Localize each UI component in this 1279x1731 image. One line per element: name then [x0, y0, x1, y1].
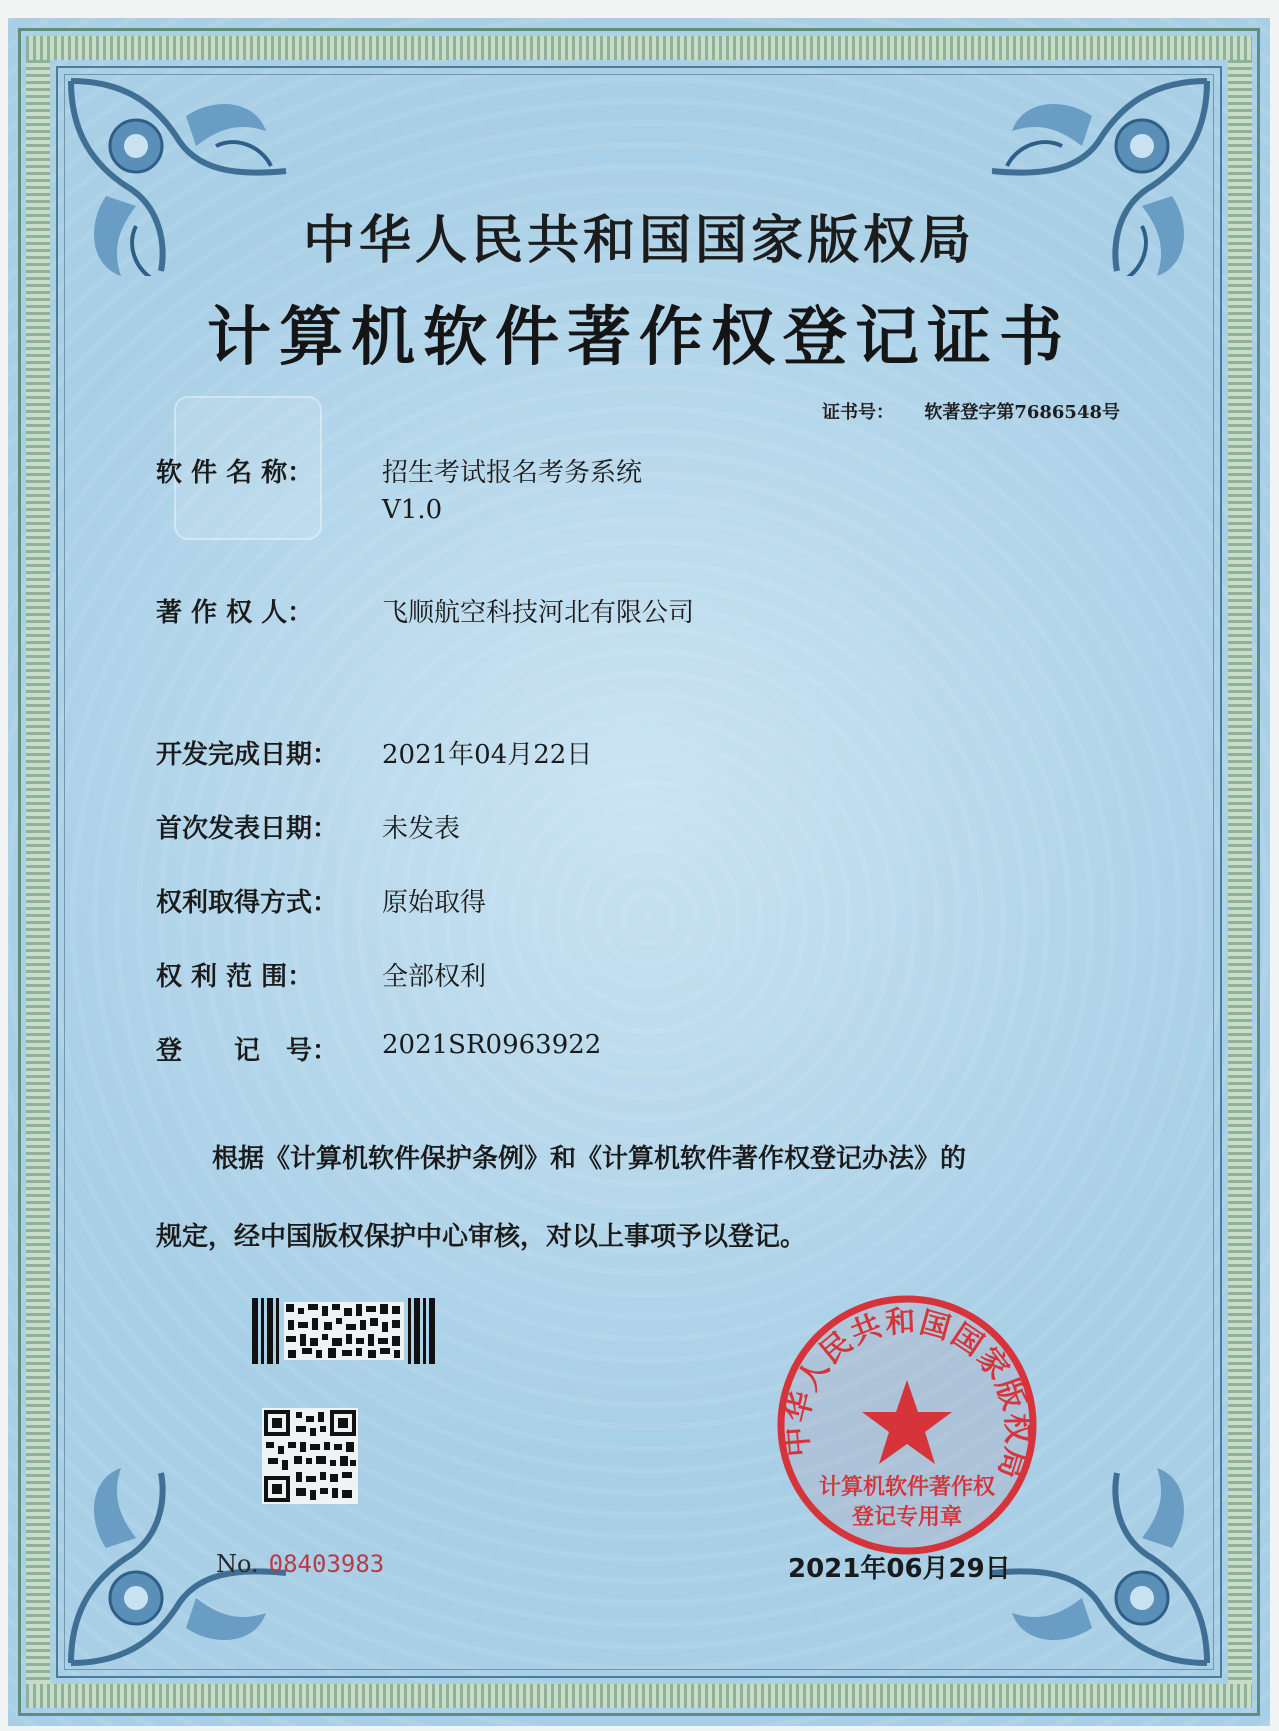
- scope-of-rights-label: 权 利 范 围：: [156, 962, 314, 992]
- registration-no-label: 登 记 号：: [156, 1036, 339, 1066]
- serial-number: [216, 1550, 384, 1578]
- certificate-title: 计算机软件著作权登记证书: [207, 300, 1071, 375]
- serial-number-value: 08403983: [268, 1550, 385, 1578]
- software-name-value: 招生考试报名考务系统: [382, 458, 643, 488]
- software-name-label: 软 件 名 称：: [156, 458, 314, 488]
- field-acquisition-method: [156, 882, 486, 919]
- field-first-publication-date: [156, 808, 460, 845]
- certificate: [8, 18, 1270, 1726]
- dev-completion-date-value: 2021年04月22日: [382, 740, 593, 770]
- field-registration-no: [156, 1030, 601, 1067]
- dev-completion-date-label: 开发完成日期：: [156, 740, 339, 770]
- seal-inner-line-1: 计算机软件著作权: [818, 1475, 996, 1500]
- issuing-authority: 中华人民共和国国家版权局: [302, 211, 975, 271]
- official-seal: [770, 1288, 1044, 1562]
- statement-line-2: 规定，经中国版权保护中心审核，对以上事项予以登记。: [156, 1222, 807, 1252]
- certificate-number-label: 证书号：: [822, 402, 895, 423]
- first-publication-date-label: 首次发表日期：: [156, 814, 339, 844]
- first-publication-date-value: 未发表: [382, 814, 461, 844]
- software-version-value: V1.0: [382, 495, 443, 525]
- certificate-number: [822, 398, 1120, 424]
- certificate-number-value: 软著登字第7686548号: [924, 402, 1120, 423]
- seal-inner-line-2: 登记专用章: [851, 1505, 963, 1530]
- owner-label: 著 作 权 人：: [156, 598, 314, 628]
- qr-code: [262, 1408, 358, 1504]
- owner-value: 飞顺航空科技河北有限公司: [382, 598, 695, 628]
- field-owner: [156, 592, 694, 629]
- acquisition-method-value: 原始取得: [382, 888, 487, 918]
- field-scope-of-rights: [156, 956, 486, 993]
- field-dev-completion-date: [156, 734, 592, 771]
- statement-line-1: 根据《计算机软件保护条例》和《计算机软件著作权登记办法》的: [212, 1144, 967, 1174]
- registration-no-value: 2021SR0963922: [382, 1030, 602, 1060]
- issue-date: 2021年06月29日: [788, 1554, 1011, 1584]
- field-software-name: [156, 452, 642, 525]
- seal-outer-text: 中华人民共和国国家版权局: [779, 1304, 1035, 1485]
- scope-of-rights-value: 全部权利: [382, 962, 487, 992]
- serial-number-label: No.: [216, 1550, 259, 1578]
- acquisition-method-label: 权利取得方式：: [156, 888, 339, 918]
- barcode: [252, 1298, 438, 1364]
